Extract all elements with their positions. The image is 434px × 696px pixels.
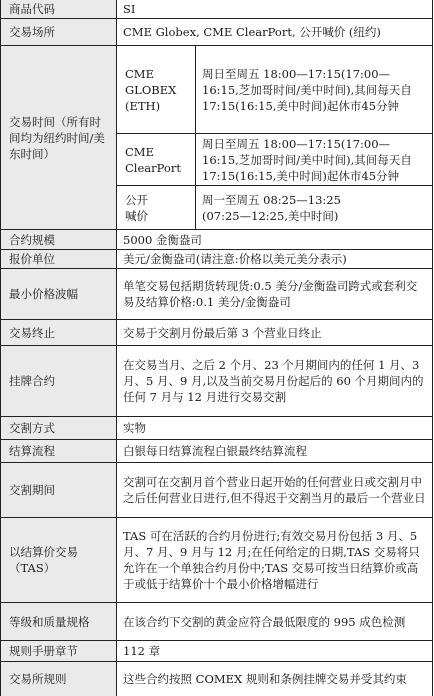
row-label-grade: 等级和质量规格 — [1, 603, 116, 640]
row-divider — [0, 45, 433, 46]
row-value-rulebook: 112 章 — [117, 641, 432, 661]
row-value-delivery-period: 交割可在交割月首个营业日起开始的任何营业日或交割月中之后任何营业日进行,但不得迟于交割当月的最后一个营业日 — [117, 463, 432, 517]
row-label-venue: 交易场所 — [1, 19, 116, 45]
row-label-rulebook: 规则手册章节 — [1, 641, 116, 661]
row-value-termination: 交易于交割月份最后第 3 个营业日终止 — [117, 320, 432, 345]
row-label-contract-size: 合约规模 — [1, 230, 116, 249]
row-value-product-code: SI — [117, 0, 432, 18]
row-label-delivery-period: 交割期间 — [1, 463, 116, 517]
sub-label-open-outcry: 公开 喊价 — [117, 186, 195, 229]
row-label-exchange-rules: 交易所规则 — [1, 662, 116, 696]
row-divider — [0, 517, 433, 518]
row-value-settlement-process: 白银每日结算流程白银最终结算流程 — [117, 440, 432, 462]
row-value-tick-size: 单笔交易包括期货转现货:0.5 美分/金衡盎司跨式或套利交易及结算价格:0.1 美分/金衡盎司 — [117, 269, 432, 319]
row-divider — [0, 268, 433, 269]
row-label-trading-hours: 交易时间（所有时间均为纽约时间/美东时间） — [1, 46, 116, 229]
sub-label-clearport: CME ClearPort — [117, 134, 195, 185]
row-divider — [0, 439, 433, 440]
border-right — [432, 0, 433, 696]
row-value-price-quote: 美元/金衡盎司(请注意:价格以美元美分表示) — [117, 250, 432, 268]
row-label-listed-contracts: 挂牌合约 — [1, 346, 116, 416]
row-value-tas: TAS 可在活跃的合约月份进行;有效交易月份包括 3 月、5 月、7 月、9 月与 12 月;在任何给定的日期,TAS 交易将只允许在一个单独合约月份中;TAS 交易可按当日结算价或高于或低于结算价十个最小价格增幅进行 — [117, 518, 432, 602]
row-divider — [116, 133, 433, 134]
row-value-venue: CME Globex, CME ClearPort, 公开喊价 (纽约) — [117, 19, 432, 45]
row-value-contract-size: 5000 金衡盎司 — [117, 230, 432, 249]
divider-label-column — [116, 0, 117, 696]
row-divider — [116, 185, 433, 186]
row-divider — [0, 345, 433, 346]
row-label-product-code: 商品代码 — [1, 0, 116, 18]
row-value-exchange-rules: 这些合约按照 COMEX 规则和条例挂牌交易并受其约束 — [117, 662, 432, 696]
row-divider — [0, 229, 433, 230]
row-label-tick-size: 最小价格波幅 — [1, 269, 116, 319]
sub-value-globex: 周日至周五 18:00—17:15(17:00—16:15,芝加哥时间/美中时间),其间每天自 17:15(16:15,美中时间)起休市45分钟 — [196, 46, 432, 133]
row-value-settlement-method: 实物 — [117, 417, 432, 439]
sub-label-globex: CME GLOBEX (ETH) — [117, 46, 195, 133]
sub-value-clearport: 周日至周五 18:00—17:15(17:00—16:15,芝加哥时间/美中时间),其间每天自 17:15(16:15,美中时间)起休市45分钟 — [196, 134, 432, 185]
row-divider — [0, 640, 433, 641]
sub-value-open-outcry: 周一至周五 08:25—13:25 (07:25—12:25,美中时间) — [196, 186, 432, 229]
row-value-listed-contracts: 在交易当月、之后 2 个月、23 个月期间内的任何 1 月、3 月、5 月、9 月,以及当前交易月份起后的 60 个月期间内的任何 7 月与 12 月进行交易交割 — [117, 346, 432, 416]
row-label-tas: 以结算价交易（TAS） — [1, 518, 116, 602]
row-label-settlement-method: 交割方式 — [1, 417, 116, 439]
row-divider — [0, 249, 433, 250]
border-left — [0, 0, 1, 696]
row-label-settlement-process: 结算流程 — [1, 440, 116, 462]
row-label-price-quote: 报价单位 — [1, 250, 116, 268]
row-divider — [0, 416, 433, 417]
row-divider — [0, 319, 433, 320]
row-divider — [0, 462, 433, 463]
row-label-termination: 交易终止 — [1, 320, 116, 345]
row-value-grade: 在该合约下交割的黄金应符合最低限度的 995 成色检测 — [117, 603, 432, 640]
row-divider — [0, 18, 433, 19]
row-divider — [0, 602, 433, 603]
row-divider — [0, 661, 433, 662]
divider-sub-column — [195, 46, 196, 229]
